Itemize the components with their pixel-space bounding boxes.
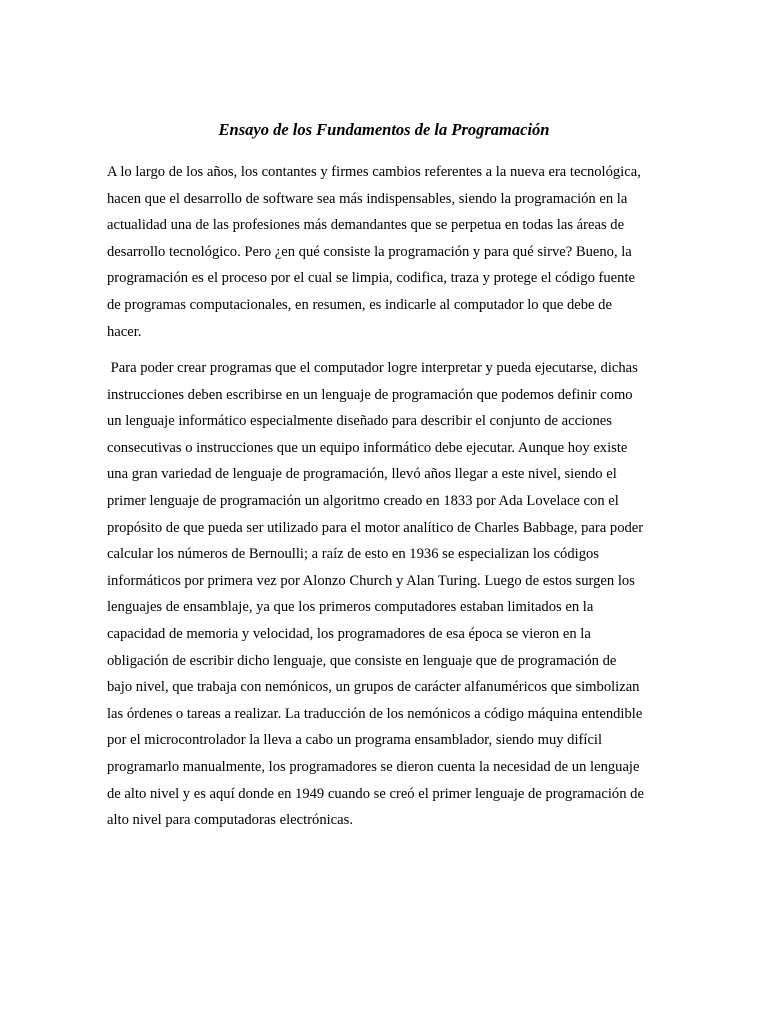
paragraph-line: hacer. (107, 323, 142, 340)
paragraph-line: A lo largo de los años, los contantes y firmes cambios referentes a la nueva era tecnológica, (107, 164, 641, 180)
paragraph-line: de alto nivel y es aquí donde en 1949 cuando se creó el primer lenguaje de programación de (107, 785, 644, 802)
paragraph-line: calcular los números de Bernoulli; a raíz de esto en 1936 se especializan los códigos (107, 546, 599, 563)
paragraph-line: una gran variedad de lenguaje de programación, llevó años llegar a este nivel, siendo el (107, 466, 617, 483)
paragraph-line: las órdenes o tareas a realizar. La traducción de los nemónicos a código máquina entendible (107, 705, 643, 722)
paragraph-line: programación es el proceso por el cual se limpia, codifica, traza y protege el código fuente (107, 270, 635, 287)
paragraph-line: lenguajes de ensamblaje, ya que los primeros computadores estaban limitados en la (107, 599, 594, 616)
paragraph-line: desarrollo tecnológico. Pero ¿en qué consiste la programación y para qué sirve? Bueno, la (107, 243, 632, 260)
paragraph-1 (107, 159, 667, 345)
paragraph-line: capacidad de memoria y velocidad, los programadores de esa época se vieron en la (107, 625, 591, 642)
paragraph-line: un lenguaje informático especialmente diseñado para describir el conjunto de acciones (107, 413, 612, 430)
paragraph-line: propósito de que pueda ser utilizado para el motor analítico de Charles Babbage, para poder (107, 519, 644, 536)
paragraph-line: actualidad una de las profesiones más demandantes que se perpetua en todas las áreas de (107, 217, 625, 234)
paragraph-line: alto nivel para computadoras electrónicas. (107, 812, 353, 829)
paragraph-line: obligación de escribir dicho lenguaje, que consiste en lenguaje que de programación de (107, 652, 617, 669)
paragraph-line: bajo nivel, que trabaja con nemónicos, un grupos de carácter alfanuméricos que simbolizan (107, 679, 640, 696)
document-title: Ensayo de los Fundamentos de la Programación (218, 120, 550, 139)
paragraph-line: consecutivas o instrucciones que un equipo informático debe ejecutar. Aunque hoy existe (107, 439, 628, 456)
paragraph-line: programarlo manualmente, los programadores se dieron cuenta la necesidad de un lenguaje (107, 758, 640, 775)
paragraph-line: instrucciones deben escribirse en un lenguaje de programación que podemos definir como (107, 386, 633, 403)
paragraph-line: informáticos por primera vez por Alonzo Church y Alan Turing. Luego de estos surgen los (107, 572, 635, 589)
paragraph-line: de programas computacionales, en resumen, es indicarle al computador lo que debe de (107, 296, 612, 313)
paragraph-2 (107, 355, 667, 834)
paragraph-line: Para poder crear programas que el computador logre interpretar y pueda ejecutarse, dichas (107, 360, 638, 376)
paragraph-line: por el microcontrolador la lleva a cabo un programa ensamblador, siendo muy difícil (107, 732, 603, 749)
paragraph-line: hacen que el desarrollo de software sea más indispensables, siendo la programación en la (107, 190, 628, 207)
paragraph-line: primer lenguaje de programación un algoritmo creado en 1833 por Ada Lovelace con el (107, 492, 619, 509)
